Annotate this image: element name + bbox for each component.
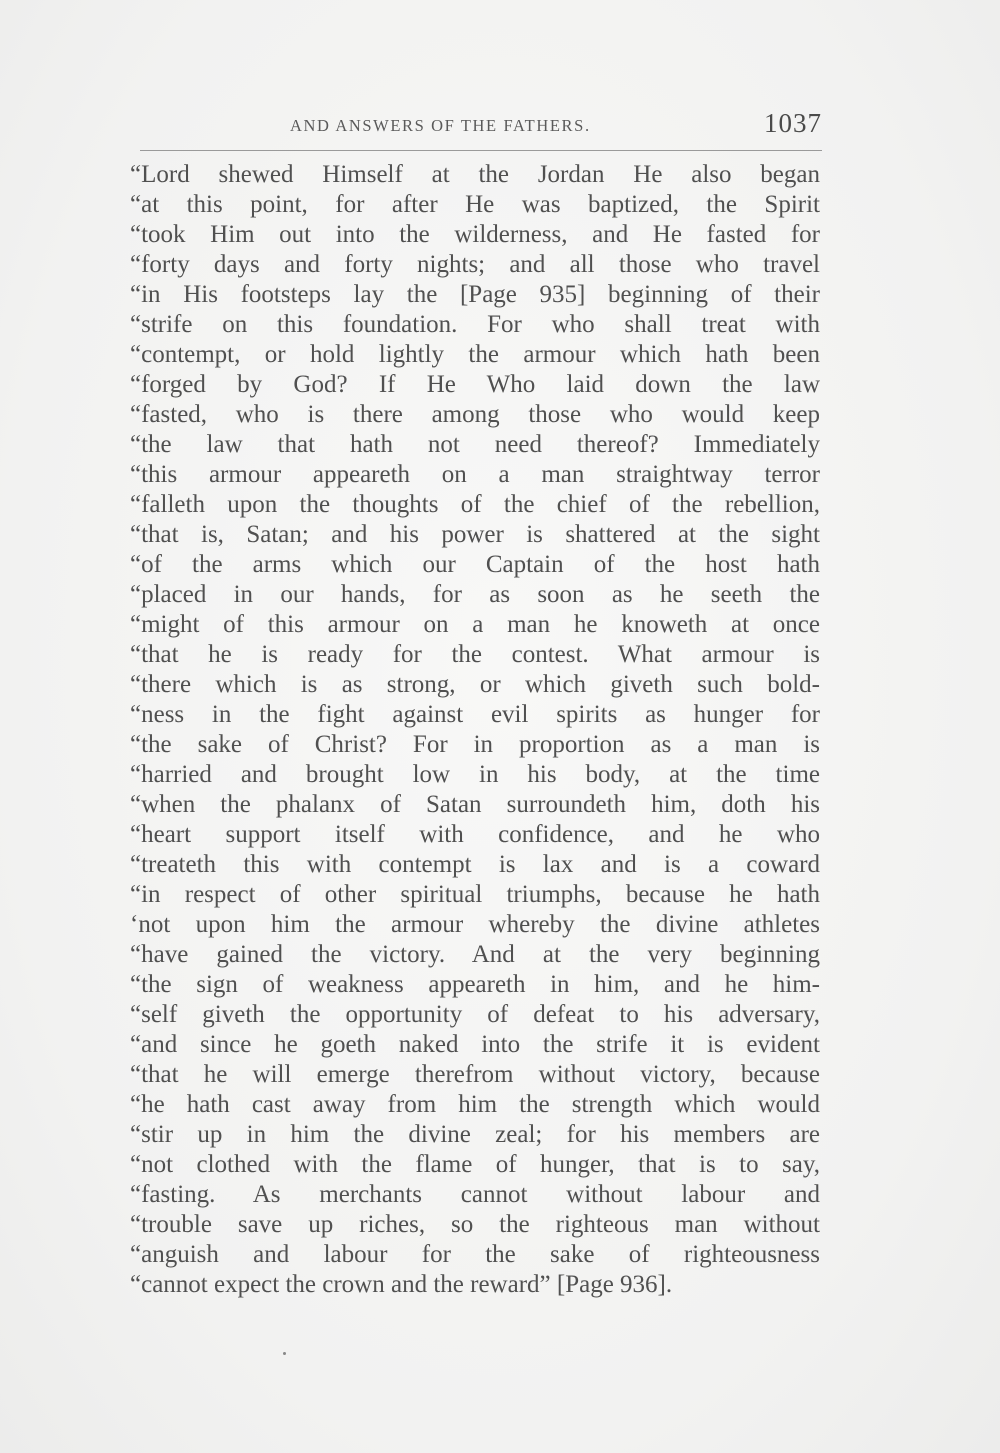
text-line: “in His footsteps lay the [Page 935] beginning of their	[130, 281, 820, 308]
text-line: “forged by God? If He Who laid down the law	[130, 371, 820, 398]
header-rule	[140, 150, 822, 151]
text-line: “harried and brought low in his body, at the time	[130, 761, 820, 788]
text-line: “that is, Satan; and his power is shattered at the sight	[130, 521, 820, 548]
body-text	[130, 160, 820, 1300]
paper-speck	[283, 1352, 286, 1355]
text-line: “cannot expect the crown and the reward” [Page 936].	[130, 1271, 673, 1298]
text-line: “might of this armour on a man he knoweth at once	[130, 611, 820, 638]
text-line: “that he is ready for the contest. What armour is	[130, 641, 820, 668]
text-line: “forty days and forty nights; and all those who travel	[130, 251, 820, 278]
text-line: “he hath cast away from him the strength which would	[130, 1091, 820, 1118]
page-header	[140, 108, 822, 148]
text-line: “the sign of weakness appeareth in him, and he him-	[130, 971, 820, 998]
text-line: “at this point, for after He was baptized, the Spirit	[130, 191, 820, 218]
text-line: “this armour appeareth on a man straightway terror	[130, 461, 820, 488]
text-line: “stir up in him the divine zeal; for his members are	[130, 1121, 820, 1148]
text-line: “the law that hath not need thereof? Immediately	[130, 431, 820, 458]
text-line: “Lord shewed Himself at the Jordan He also began	[130, 161, 820, 188]
text-line: “heart support itself with confidence, and he who	[130, 821, 820, 848]
text-line: “contempt, or hold lightly the armour which hath been	[130, 341, 820, 368]
text-line: “trouble save up riches, so the righteous man without	[130, 1211, 820, 1238]
text-line: “treateth this with contempt is lax and is a coward	[130, 851, 820, 878]
text-line: “strife on this foundation. For who shall treat with	[130, 311, 820, 338]
text-line: “have gained the victory. And at the very beginning	[130, 941, 820, 968]
text-line: “fasted, who is there among those who would keep	[130, 401, 820, 428]
text-line: “when the phalanx of Satan surroundeth him, doth his	[130, 791, 820, 818]
running-head: AND ANSWERS OF THE FATHERS.	[290, 116, 591, 135]
text-line: “of the arms which our Captain of the host hath	[130, 551, 820, 578]
text-line: “the sake of Christ? For in proportion as a man is	[130, 731, 820, 758]
text-line: “took Him out into the wilderness, and He fasted for	[130, 221, 820, 248]
text-line: “that he will emerge therefrom without victory, because	[130, 1061, 820, 1088]
text-line: “there which is as strong, or which giveth such bold-	[130, 671, 820, 698]
text-line: “fasting. As merchants cannot without labour and	[130, 1181, 820, 1208]
text-line: “ness in the fight against evil spirits as hunger for	[130, 701, 820, 728]
page-number: 1037	[764, 108, 822, 138]
text-line: “anguish and labour for the sake of righteousness	[130, 1241, 820, 1268]
text-line: ‘not upon him the armour whereby the divine athletes	[130, 911, 820, 938]
text-line: “placed in our hands, for as soon as he seeth the	[130, 581, 820, 608]
text-line: “in respect of other spiritual triumphs, because he hath	[130, 881, 820, 908]
text-line: “and since he goeth naked into the strife it is evident	[130, 1031, 820, 1058]
text-line: “falleth upon the thoughts of the chief of the rebellion,	[130, 491, 820, 518]
text-line: “not clothed with the flame of hunger, that is to say,	[130, 1151, 820, 1178]
text-line: “self giveth the opportunity of defeat to his adversary,	[130, 1001, 820, 1028]
